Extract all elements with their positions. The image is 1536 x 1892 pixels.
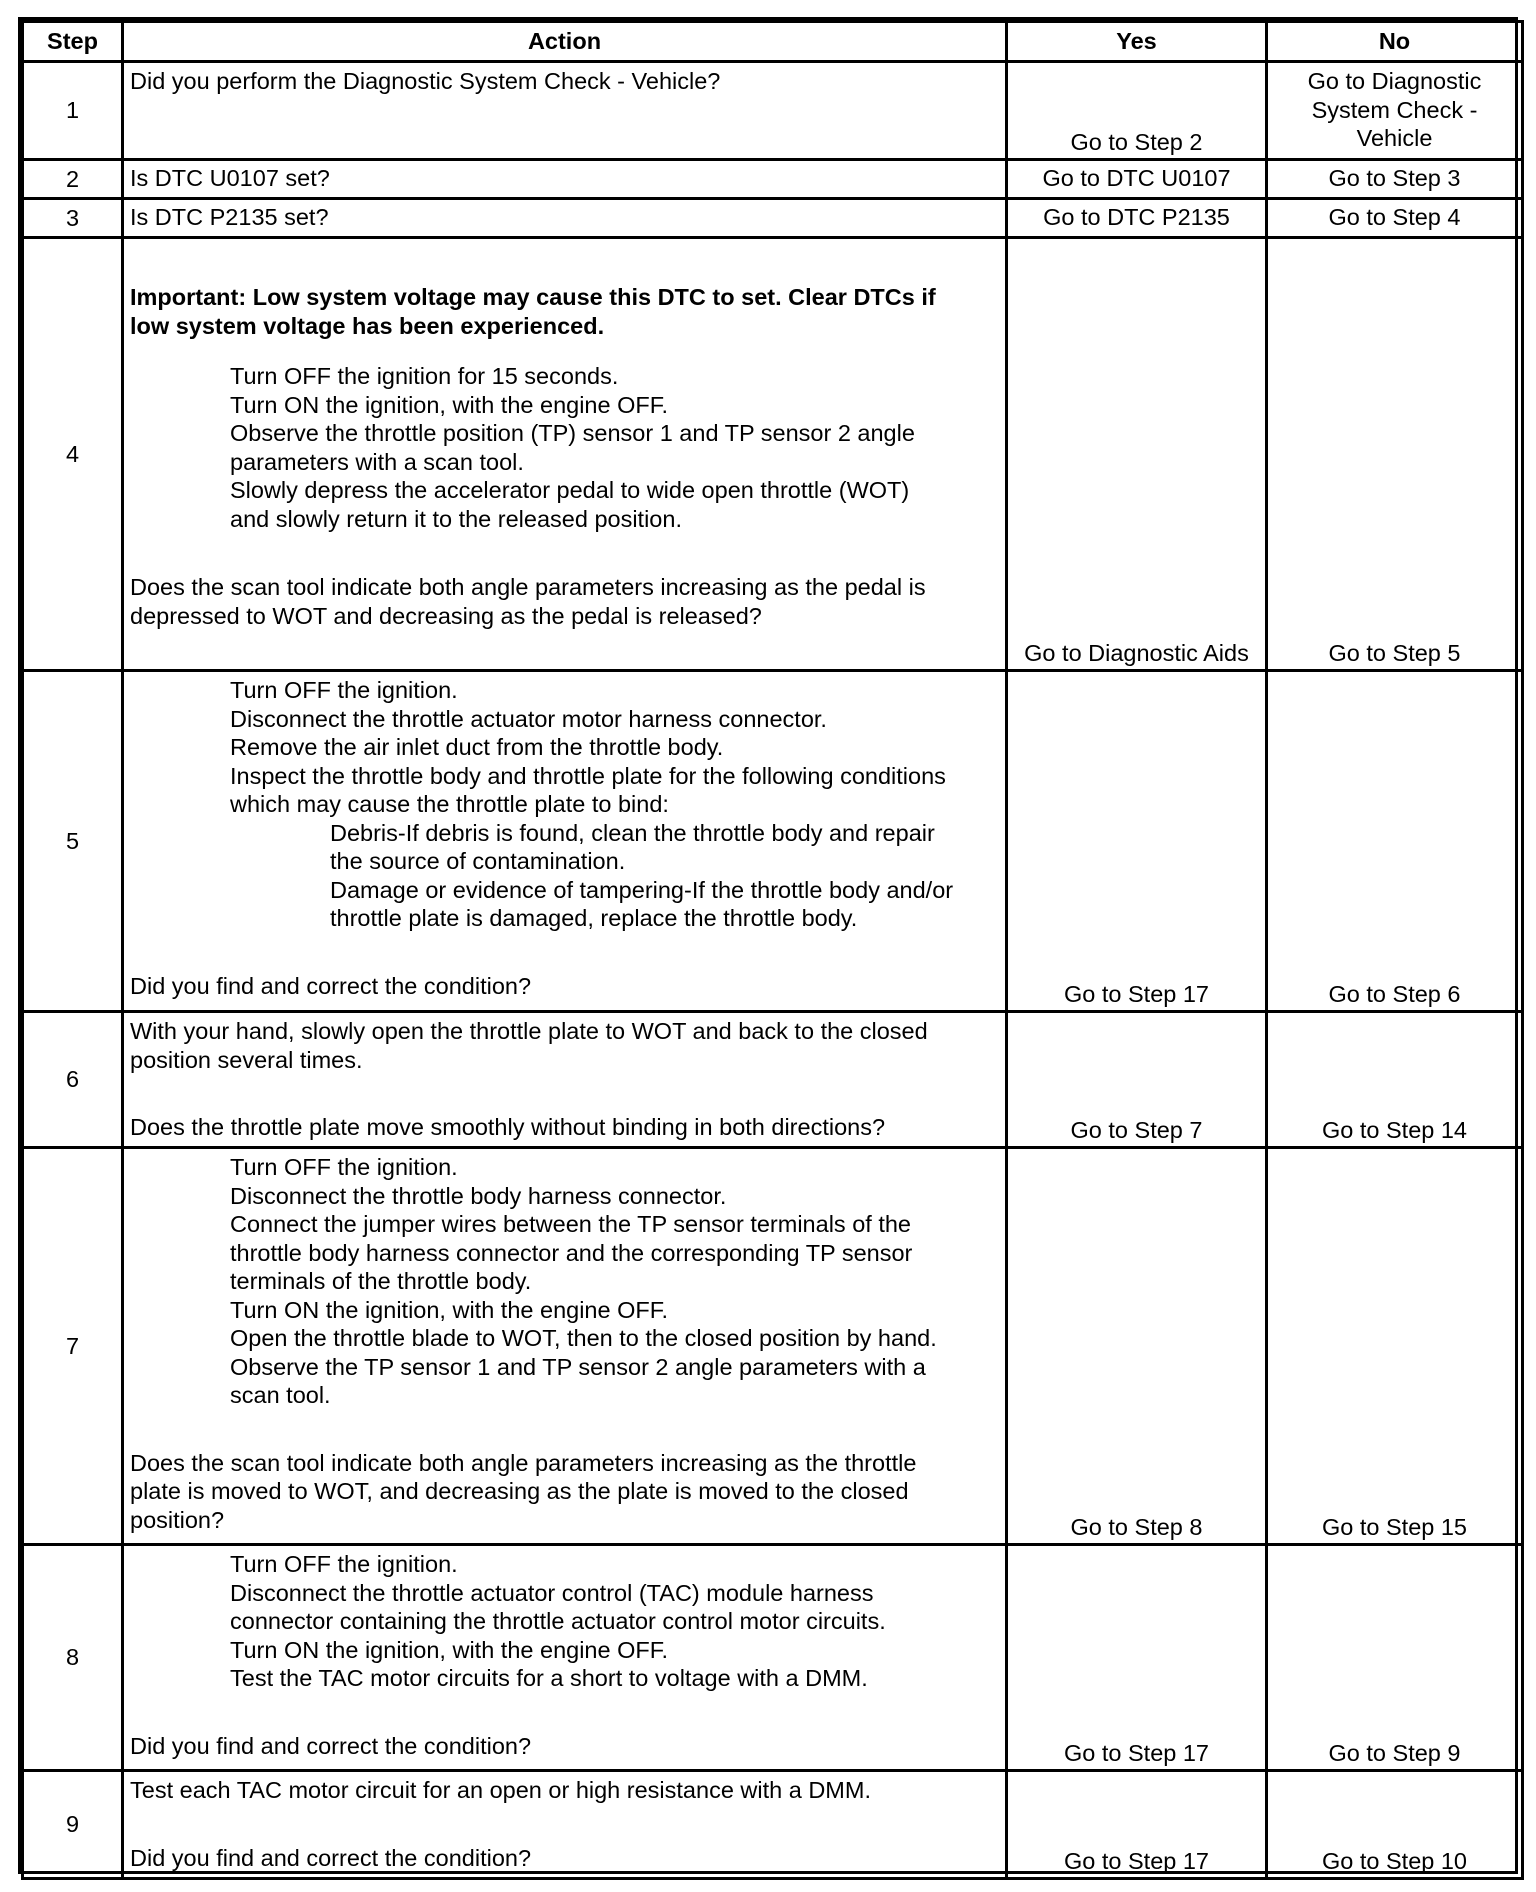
step-number: 2	[23, 160, 123, 199]
yes-result: Go to DTC P2135	[1007, 199, 1267, 238]
step-number: 5	[23, 671, 123, 1012]
action-cell	[123, 1012, 1007, 1148]
question-text: Did you perform the Diagnostic System Check - Vehicle?	[130, 68, 721, 94]
no-result: Go to Step 14	[1267, 1012, 1523, 1148]
header-yes: Yes	[1007, 22, 1267, 62]
action-step: Inspect the throttle body and throttle plate for the following conditions	[230, 762, 946, 789]
action-cell	[123, 199, 1007, 238]
question-text: Does the throttle plate move smoothly without binding in both directions?	[130, 1114, 886, 1140]
action-step: Turn OFF the ignition for 15 seconds.	[230, 363, 619, 389]
no-result: Go to Step 15	[1267, 1148, 1523, 1545]
action-step: Disconnect the throttle actuator control (TAC) module harness	[230, 1579, 874, 1606]
no-result	[1267, 62, 1523, 160]
no-result: Go to Step 9	[1267, 1545, 1523, 1771]
instruction-text: position several times.	[130, 1046, 363, 1073]
yes-result: Go to Step 8	[1007, 1148, 1267, 1545]
question-text: plate is moved to WOT, and decreasing as the plate is moved to the closed	[130, 1478, 909, 1504]
action-cell	[123, 671, 1007, 1012]
step-number: 1	[23, 62, 123, 160]
no-result: Go to Step 5	[1267, 238, 1523, 671]
action-step: Remove the air inlet duct from the throttle body.	[230, 734, 724, 760]
sub-action-step: the source of contamination.	[330, 848, 626, 874]
table-row	[23, 62, 1523, 160]
question-text: Is DTC P2135 set?	[130, 203, 329, 230]
important-note: low system voltage has been experienced.	[130, 312, 605, 339]
table-row	[23, 1545, 1523, 1771]
table-row	[23, 199, 1523, 238]
action-step: connector containing the throttle actuator control motor circuits.	[230, 1608, 886, 1634]
step-number: 6	[23, 1012, 123, 1148]
sub-action-step: Debris-If debris is found, clean the throttle body and repair	[330, 819, 935, 846]
action-step: parameters with a scan tool.	[230, 448, 524, 475]
question-text: Did you find and correct the condition?	[130, 1844, 532, 1871]
instruction-text: Test each TAC motor circuit for an open or high resistance with a DMM.	[130, 1777, 871, 1803]
question-text: Does the scan tool indicate both angle parameters increasing as the throttle	[130, 1449, 917, 1476]
table-row	[23, 160, 1523, 199]
table-row	[23, 1012, 1523, 1148]
action-step: Connect the jumper wires between the TP sensor terminals of the	[230, 1211, 911, 1237]
table-row	[23, 671, 1523, 1012]
no-result: Go to Step 10	[1267, 1771, 1523, 1879]
action-step: Disconnect the throttle actuator motor harness connector.	[230, 705, 827, 732]
table-row	[23, 238, 1523, 671]
action-step: terminals of the throttle body.	[230, 1268, 532, 1294]
action-cell	[123, 238, 1007, 671]
action-step: which may cause the throttle plate to bind:	[230, 791, 669, 817]
action-step: Slowly depress the accelerator pedal to wide open throttle (WOT)	[230, 477, 910, 503]
action-cell	[123, 160, 1007, 199]
action-step: Turn OFF the ignition.	[230, 1551, 458, 1577]
action-step: Turn ON the ignition, with the engine OFF.	[230, 391, 669, 418]
instruction-text: With your hand, slowly open the throttle plate to WOT and back to the closed	[130, 1018, 928, 1044]
yes-result: Go to Step 17	[1007, 1771, 1267, 1879]
diagnostic-table	[18, 17, 1518, 1874]
action-step: Turn ON the ignition, with the engine OFF.	[230, 1636, 669, 1663]
no-result: Go to Step 6	[1267, 671, 1523, 1012]
no-result: Go to Step 3	[1267, 160, 1523, 199]
action-step: Turn ON the ignition, with the engine OFF.	[230, 1296, 669, 1323]
step-number: 8	[23, 1545, 123, 1771]
yes-result: Go to DTC U0107	[1007, 160, 1267, 199]
header-row	[23, 22, 1523, 62]
important-note: Important: Low system voltage may cause this DTC to set. Clear DTCs if	[130, 284, 936, 310]
action-step: Turn OFF the ignition.	[230, 1154, 458, 1180]
no-result-line: Go to Diagnostic	[1307, 68, 1482, 94]
action-step: Open the throttle blade to WOT, then to the closed position by hand.	[230, 1325, 937, 1351]
action-cell	[123, 1148, 1007, 1545]
sub-action-step: Damage or evidence of tampering-If the throttle body and/or	[330, 876, 954, 903]
sub-action-step: throttle plate is damaged, replace the throttle body.	[330, 905, 858, 931]
action-step: Test the TAC motor circuits for a short to voltage with a DMM.	[230, 1665, 868, 1691]
action-step: Observe the throttle position (TP) sensor 1 and TP sensor 2 angle	[230, 420, 915, 446]
yes-result: Go to Diagnostic Aids	[1007, 238, 1267, 671]
table-row	[23, 1148, 1523, 1545]
header-action: Action	[123, 22, 1007, 62]
step-number: 4	[23, 238, 123, 671]
action-step: throttle body harness connector and the corresponding TP sensor	[230, 1239, 913, 1266]
action-cell	[123, 1771, 1007, 1879]
question-text: Is DTC U0107 set?	[130, 164, 330, 191]
question-text: Did you find and correct the condition?	[130, 972, 532, 999]
action-step: Observe the TP sensor 1 and TP sensor 2 angle parameters with a	[230, 1353, 926, 1380]
procedure-table	[21, 20, 1524, 1880]
yes-result: Go to Step 17	[1007, 1545, 1267, 1771]
question-text: Did you find and correct the condition?	[130, 1732, 532, 1759]
header-step: Step	[23, 22, 123, 62]
step-number: 9	[23, 1771, 123, 1879]
yes-result: Go to Step 7	[1007, 1012, 1267, 1148]
step-number: 7	[23, 1148, 123, 1545]
yes-result: Go to Step 2	[1007, 62, 1267, 160]
header-no: No	[1267, 22, 1523, 62]
action-cell	[123, 62, 1007, 160]
no-result-line: System Check -	[1311, 96, 1478, 123]
question-text: Does the scan tool indicate both angle parameters increasing as the pedal is	[130, 574, 926, 600]
question-text: depressed to WOT and decreasing as the pedal is released?	[130, 602, 762, 629]
question-text: position?	[130, 1506, 225, 1533]
action-step: Turn OFF the ignition.	[230, 677, 458, 703]
action-step: Disconnect the throttle body harness connector.	[230, 1182, 727, 1209]
no-result-line: Vehicle	[1356, 125, 1433, 151]
action-step: and slowly return it to the released position.	[230, 505, 682, 532]
yes-result: Go to Step 17	[1007, 671, 1267, 1012]
no-result: Go to Step 4	[1267, 199, 1523, 238]
action-cell	[123, 1545, 1007, 1771]
table-row	[23, 1771, 1523, 1879]
action-step: scan tool.	[230, 1382, 331, 1408]
step-number: 3	[23, 199, 123, 238]
